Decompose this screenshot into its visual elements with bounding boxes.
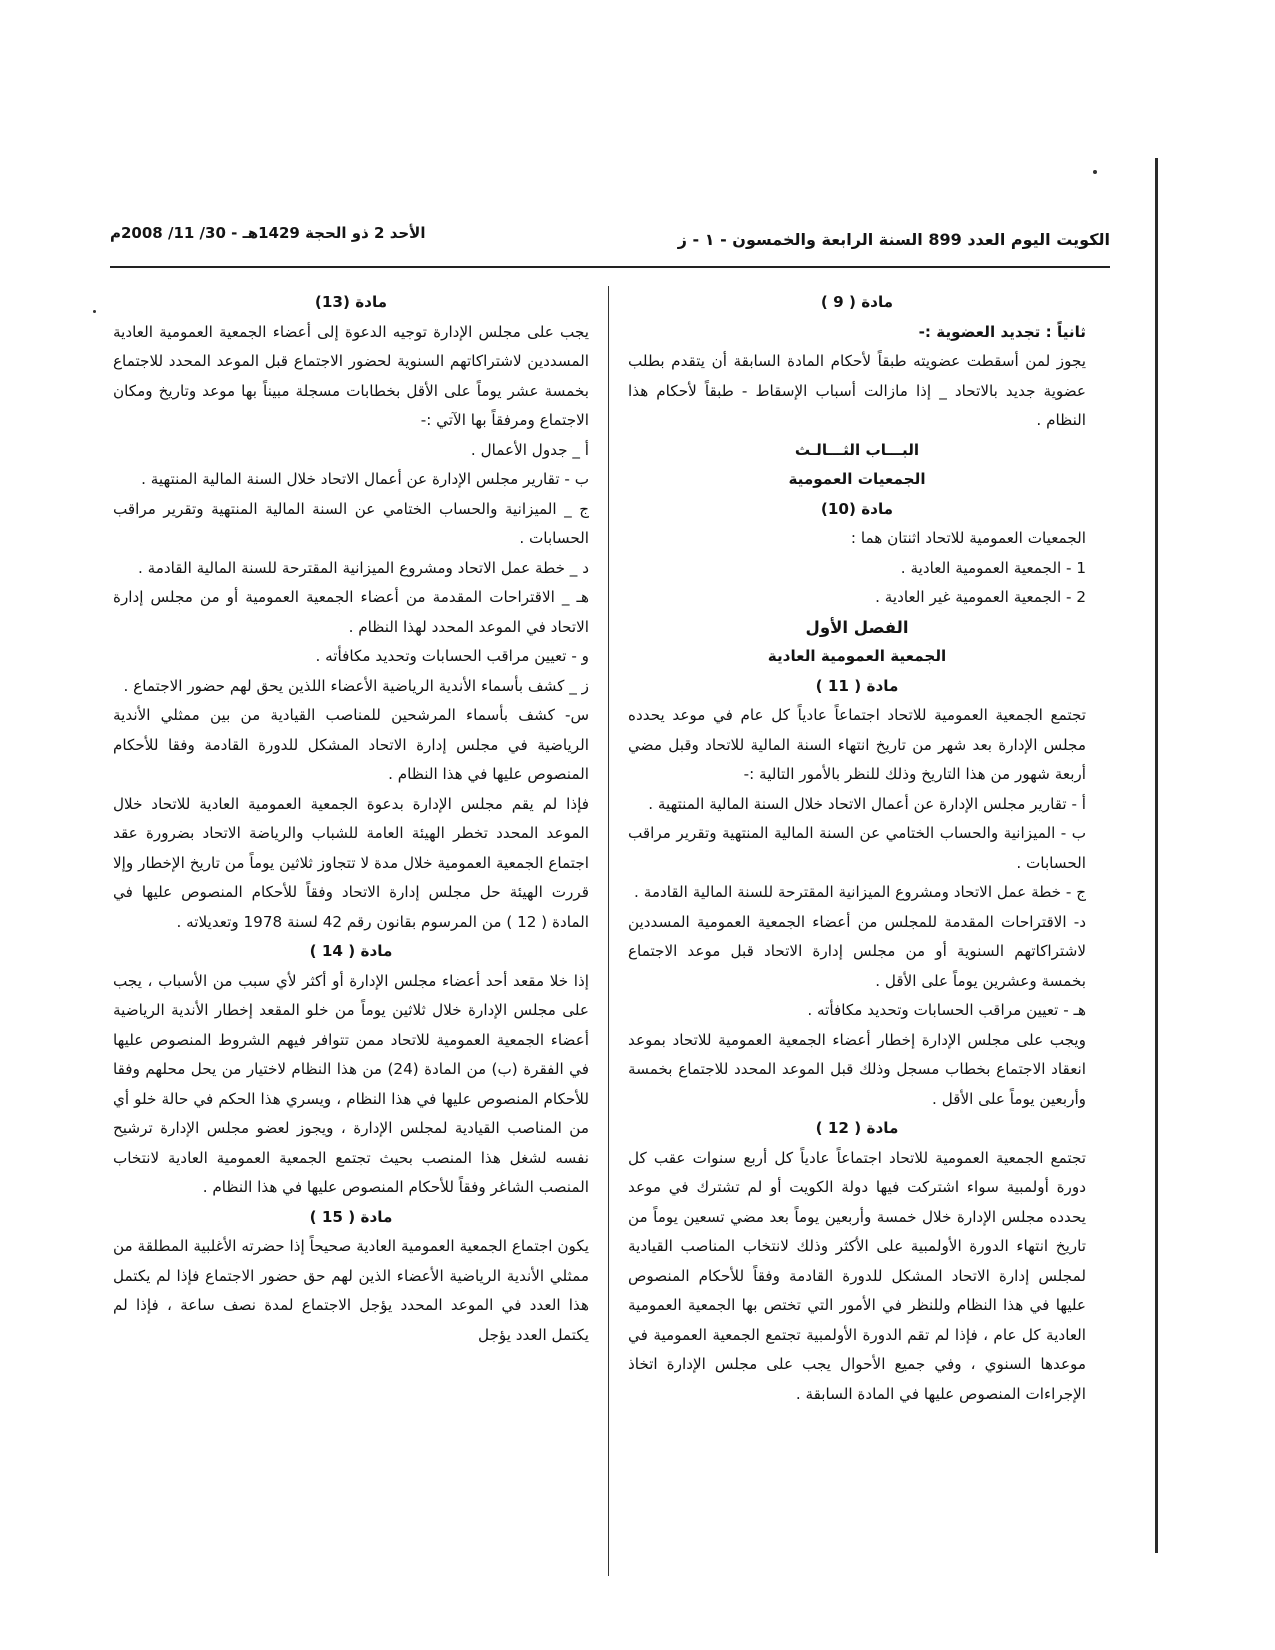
paragraph: ب - تقارير مجلس الإدارة عن أعمال الاتحاد خلال السنة المالية المنتهية . (141, 470, 589, 488)
paragraph: ج _ الميزانية والحساب الختامي عن السنة المالية المنتهية وتقرير مراقب الحسابات . (113, 499, 589, 547)
paragraph: 1 - الجمعية العمومية العادية . (900, 558, 1086, 577)
paragraph: يكون اجتماع الجمعية العمومية العادية صحيحاً إذا حضرته الأغلبية المطلقة من ممثلي الأندية الرياضية الأعضاء الذين لهم حق حضور الاجتماع فإذا لم يكتمل هذا العدد في الموعد المحدد يؤجل الاجتماع لمدة نصف ساعة ، فإذا لم يكتمل العدد يؤجل (113, 1237, 589, 1344)
paragraph: د- الاقتراحات المقدمة للمجلس من أعضاء الجمعية العمومية المسددين لاشتراكاتهم السنوية أو من مجلس إدارة الاتحاد قبل موعد الاجتماع بخمسة وعشرين يوماً على الأقل . (628, 912, 1086, 990)
section-heading: مادة ( 14 ) (309, 942, 393, 960)
left-column (113, 288, 589, 1578)
header-publication-info: الكويت اليوم العدد 899 السنة الرابعة والخمسون - ١ - ز (677, 230, 1110, 249)
page-header (110, 224, 1110, 262)
paragraph: ج - خطة عمل الاتحاد ومشروع الميزانية المقترحة للسنة المالية القادمة . (634, 883, 1086, 901)
paragraph: ز _ كشف بأسماء الأندية الرياضية الأعضاء اللذين يحق لهم حضور الاجتماع . (123, 676, 589, 695)
section-heading: البـــاب الثـــالـث (794, 440, 920, 459)
paragraph: تجتمع الجمعية العمومية للاتحاد اجتماعاً عادياً كل عام في موعد يحدده مجلس الإدارة بعد شهر من تاريخ انتهاء السنة المالية للاتحاد وقبل مضي أربعة شهور من هذا التاريخ وذلك للنظر بالأمور التالية :- (628, 706, 1086, 783)
section-heading: مادة ( 15 ) (309, 1207, 393, 1226)
right-column (628, 288, 1086, 1578)
column-divider (608, 286, 609, 1576)
paragraph: و - تعيين مراقب الحسابات وتحديد مكافأته . (315, 647, 589, 665)
paragraph: تجتمع الجمعية العمومية للاتحاد اجتماعاً عادياً كل أربع سنوات عقب كل دورة أولمبية سواء اشتركت فيها دولة الكويت أو لم تشترك في موعد يحدده مجلس الإدارة خلال خمسة وأربعين يوماً بعد مضي تسعين يوماً من تاريخ انتهاء الدورة الأولمبية على الأكثر وذلك لانتخاب المناصب القيادية لمجلس إدارة الاتحاد المشكل للدورة القادمة وفقاً للأحكام المنصوص عليها في هذا النظام وللنظر في الأمور التي تختص بها الجمعية العمومية العادية كل عام ، فإذا لم تقم الدورة الأولمبية تجتمع الجمعية العمومية في موعدها السنوي ، وفي جميع الأحوال يجب على مجلس الإدارة اتخاذ الإجراءات المنصوص عليها في المادة السابقة . (628, 1148, 1086, 1403)
paragraph: فإذا لم يقم مجلس الإدارة بدعوة الجمعية العمومية العادية للاتحاد خلال الموعد المحدد تخطر الهيئة العامة للشباب والرياضة الاتحاد بضرورة عقد اجتماع الجمعية العمومية خلال مدة لا تتجاوز ثلاثين يوماً من تاريخ الإخطار وإلا قررت الهيئة حل مجلس إدارة الاتحاد وفقاً للأحكام المنصوص عليها في المادة ( 12 ) من المرسوم بقانون رقم 42 لسنة 1978 وتعديلاته . (113, 794, 589, 931)
header-divider (110, 266, 1110, 268)
section-heading: مادة (13) (314, 293, 388, 311)
section-heading: الجمعية العمومية العادية (767, 647, 947, 665)
paragraph: ب - الميزانية والحساب الختامي عن السنة المالية المنتهية وتقرير مراقب الحسابات . (628, 824, 1086, 872)
paragraph: الجمعيات العمومية للاتحاد اثنتان هما : (850, 529, 1086, 547)
paragraph: هـ - تعيين مراقب الحسابات وتحديد مكافأته . (807, 1001, 1086, 1019)
paragraph: أ _ جدول الأعمال . (470, 440, 589, 459)
scan-speck (1093, 170, 1097, 174)
paragraph: يجب على مجلس الإدارة توجيه الدعوة إلى أعضاء الجمعية العمومية العادية المسددين لاشتراكاتهم السنوية لحضور الاجتماع قبل الموعد المحدد للاجتماع بخمسة عشر يوماً على الأقل بخطابات مسجلة مبيناً بها موعد وتاريخ ومكان الاجتماع ومرفقاً بها الآتي :- (113, 322, 589, 429)
subheading: ثانياً : تجديد العضوية :- (918, 322, 1086, 341)
paragraph: إذا خلا مقعد أحد أعضاء مجلس الإدارة أو أكثر لأي سبب من الأسباب ، يجب على مجلس الإدارة خلال ثلاثين يوماً من خلو المقعد إخطار الأندية الرياضية أعضاء الجمعية العمومية للاتحاد ممن تتوافر فيهم الشروط المنصوص عليها في الفقرة (ب) من المادة (24) من هذا النظام لاختيار من يحل محلهم وفقا للأحكام المنصوص عليها في هذا النظام ، ويسري هذا الحكم في حالة خلو أي من المناصب القيادية لمجلس الإدارة ، ويجوز لعضو مجلس الإدارة ترشيح نفسه لشغل هذا المنصب بحيث تجتمع الجمعية العمومية العادية لانتخاب المنصب الشاغر وفقاً للأحكام المنصوص عليها في هذا النظام . (113, 971, 589, 1196)
section-heading: مادة ( 9 ) (820, 293, 894, 311)
section-heading: الفصل الأول (805, 617, 909, 637)
section-heading: مادة (10) (820, 499, 894, 518)
paragraph: هـ _ الاقتراحات المقدمة من أعضاء الجمعية العمومية أو من مجلس إدارة الاتحاد في الموعد المحدد لهذا النظام . (113, 588, 589, 636)
paragraph: د _ خطة عمل الاتحاد ومشروع الميزانية المقترحة للسنة المالية القادمة . (137, 558, 589, 577)
page-margin-line (1155, 158, 1158, 1553)
header-date: الأحد 2 ذو الحجة 1429هـ - 30/ 11/ 2008م (110, 224, 426, 242)
scan-speck (93, 310, 96, 313)
paragraph: أ - تقارير مجلس الإدارة عن أعمال الاتحاد خلال السنة المالية المنتهية . (648, 794, 1086, 813)
paragraph: س- كشف بأسماء المرشحين للمناصب القيادية من بين ممثلي الأندية الرياضية في مجلس إدارة الاتحاد المشكل للدورة القادمة وفقا للأحكام المنصوص عليها في هذا النظام . (113, 706, 589, 783)
section-heading: الجمعيات العمومية (788, 470, 926, 488)
paragraph: يجوز لمن أسقطت عضويته طبقاً لأحكام المادة السابقة أن يتقدم بطلب عضوية جديد بالاتحاد _ إذا مازالت أسباب الإسقاط - طبقاً لأحكام هذا النظام . (628, 352, 1086, 429)
section-heading: مادة ( 11 ) (815, 676, 899, 695)
section-heading: مادة ( 12 ) (815, 1119, 899, 1137)
paragraph: ويجب على مجلس الإدارة إخطار أعضاء الجمعية العمومية للاتحاد بموعد انعقاد الاجتماع بخطاب مسجل وذلك قبل الموعد المحدد للاجتماع بخمسة وأربعين يوماً على الأقل . (628, 1030, 1086, 1108)
paragraph: 2 - الجمعية العمومية غير العادية . (875, 588, 1086, 606)
